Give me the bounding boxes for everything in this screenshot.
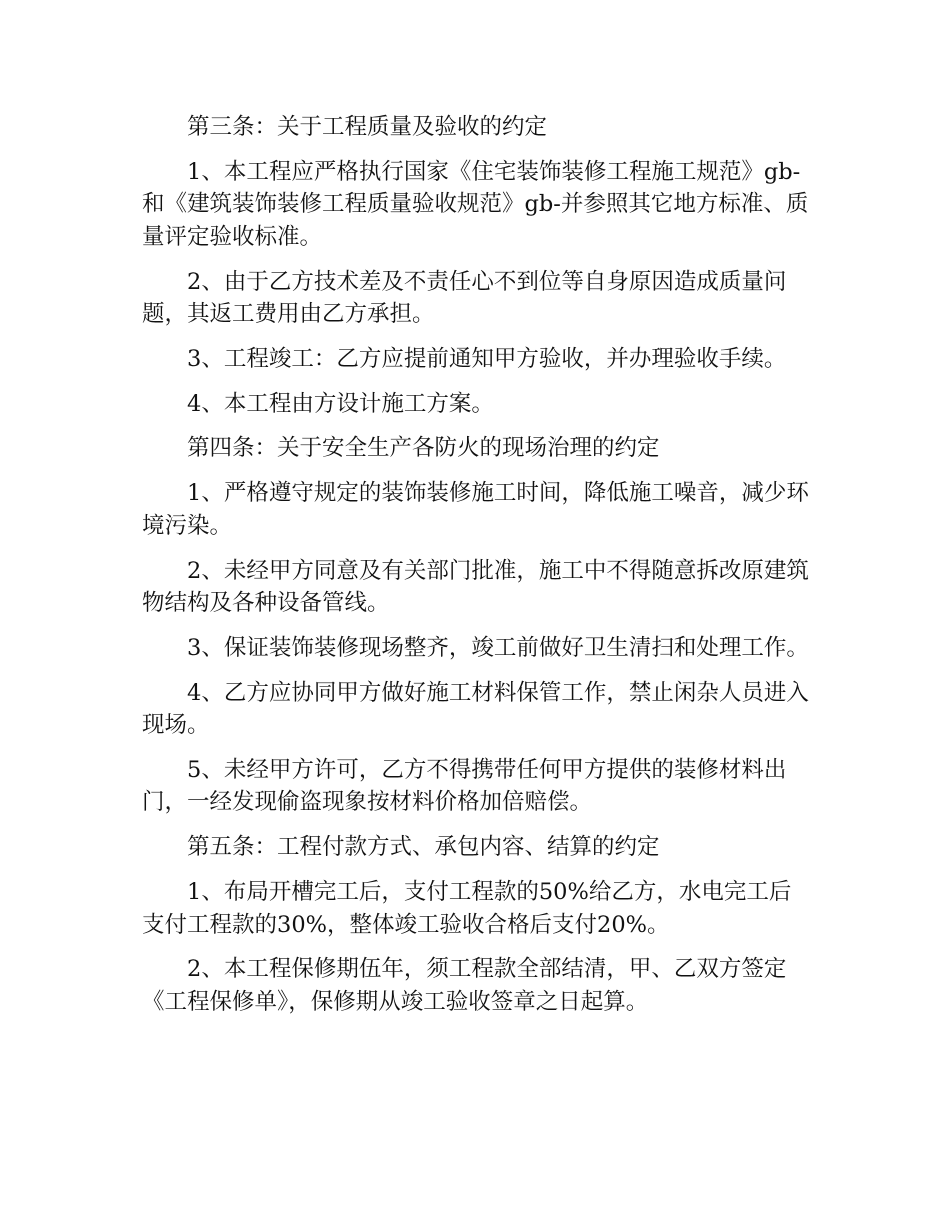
clause-4-1: 1、严格遵守规定的装饰装修施工时间，降低施工噪音，减少环境污染。 bbox=[142, 480, 809, 539]
clause-3-3: 3、工程竣工：乙方应提前通知甲方验收，并办理验收手续。 bbox=[187, 345, 787, 372]
section-heading-4: 第四条：关于安全生产各防火的现场治理的约定 bbox=[187, 435, 660, 462]
clause-4-4: 4、乙方应协同甲方做好施工材料保管工作，禁止闲杂人员进入现场。 bbox=[142, 679, 809, 739]
clause-4-2: 2、未经甲方同意及有关部门批准，施工中不得随意拆改原建筑物结构及各种设备管线。 bbox=[142, 557, 809, 617]
clause-4-5: 5、未经甲方许可，乙方不得携带任何甲方提供的装修材料出门，一经发现偷盗现象按材料价格加倍赔偿。 bbox=[142, 756, 787, 816]
section-heading-3: 第三条：关于工程质量及验收的约定 bbox=[187, 114, 548, 140]
clause-3-4: 4、本工程由方设计施工方案。 bbox=[187, 390, 494, 417]
clause-5-1: 1、布局开槽完工后，支付工程款的50%给乙方，水电完工后支付工程款的30%，整体竣工验收合格后支付20%。 bbox=[142, 879, 792, 938]
clause-3-2: 2、由于乙方技术差及不责任心不到位等自身原因造成质量问题，其返工费用由乙方承担。 bbox=[142, 268, 787, 328]
clause-5-2: 2、本工程保修期伍年，须工程款全部结清，甲、乙双方签定《工程保修单》，保修期从竣工验收签章之日起算。 bbox=[142, 956, 787, 1015]
document-body bbox=[142, 111, 812, 1031]
clause-4-3: 3、保证装饰装修现场整齐，竣工前做好卫生清扫和处理工作。 bbox=[187, 634, 809, 661]
clause-3-1: 1、本工程应严格执行国家《住宅装饰装修工程施工规范》gb-和《建筑装饰装修工程质量验收规范》gb-并参照其它地方标准、质量评定验收标准。 bbox=[142, 158, 809, 250]
section-heading-5: 第五条：工程付款方式、承包内容、结算的约定 bbox=[187, 834, 660, 861]
